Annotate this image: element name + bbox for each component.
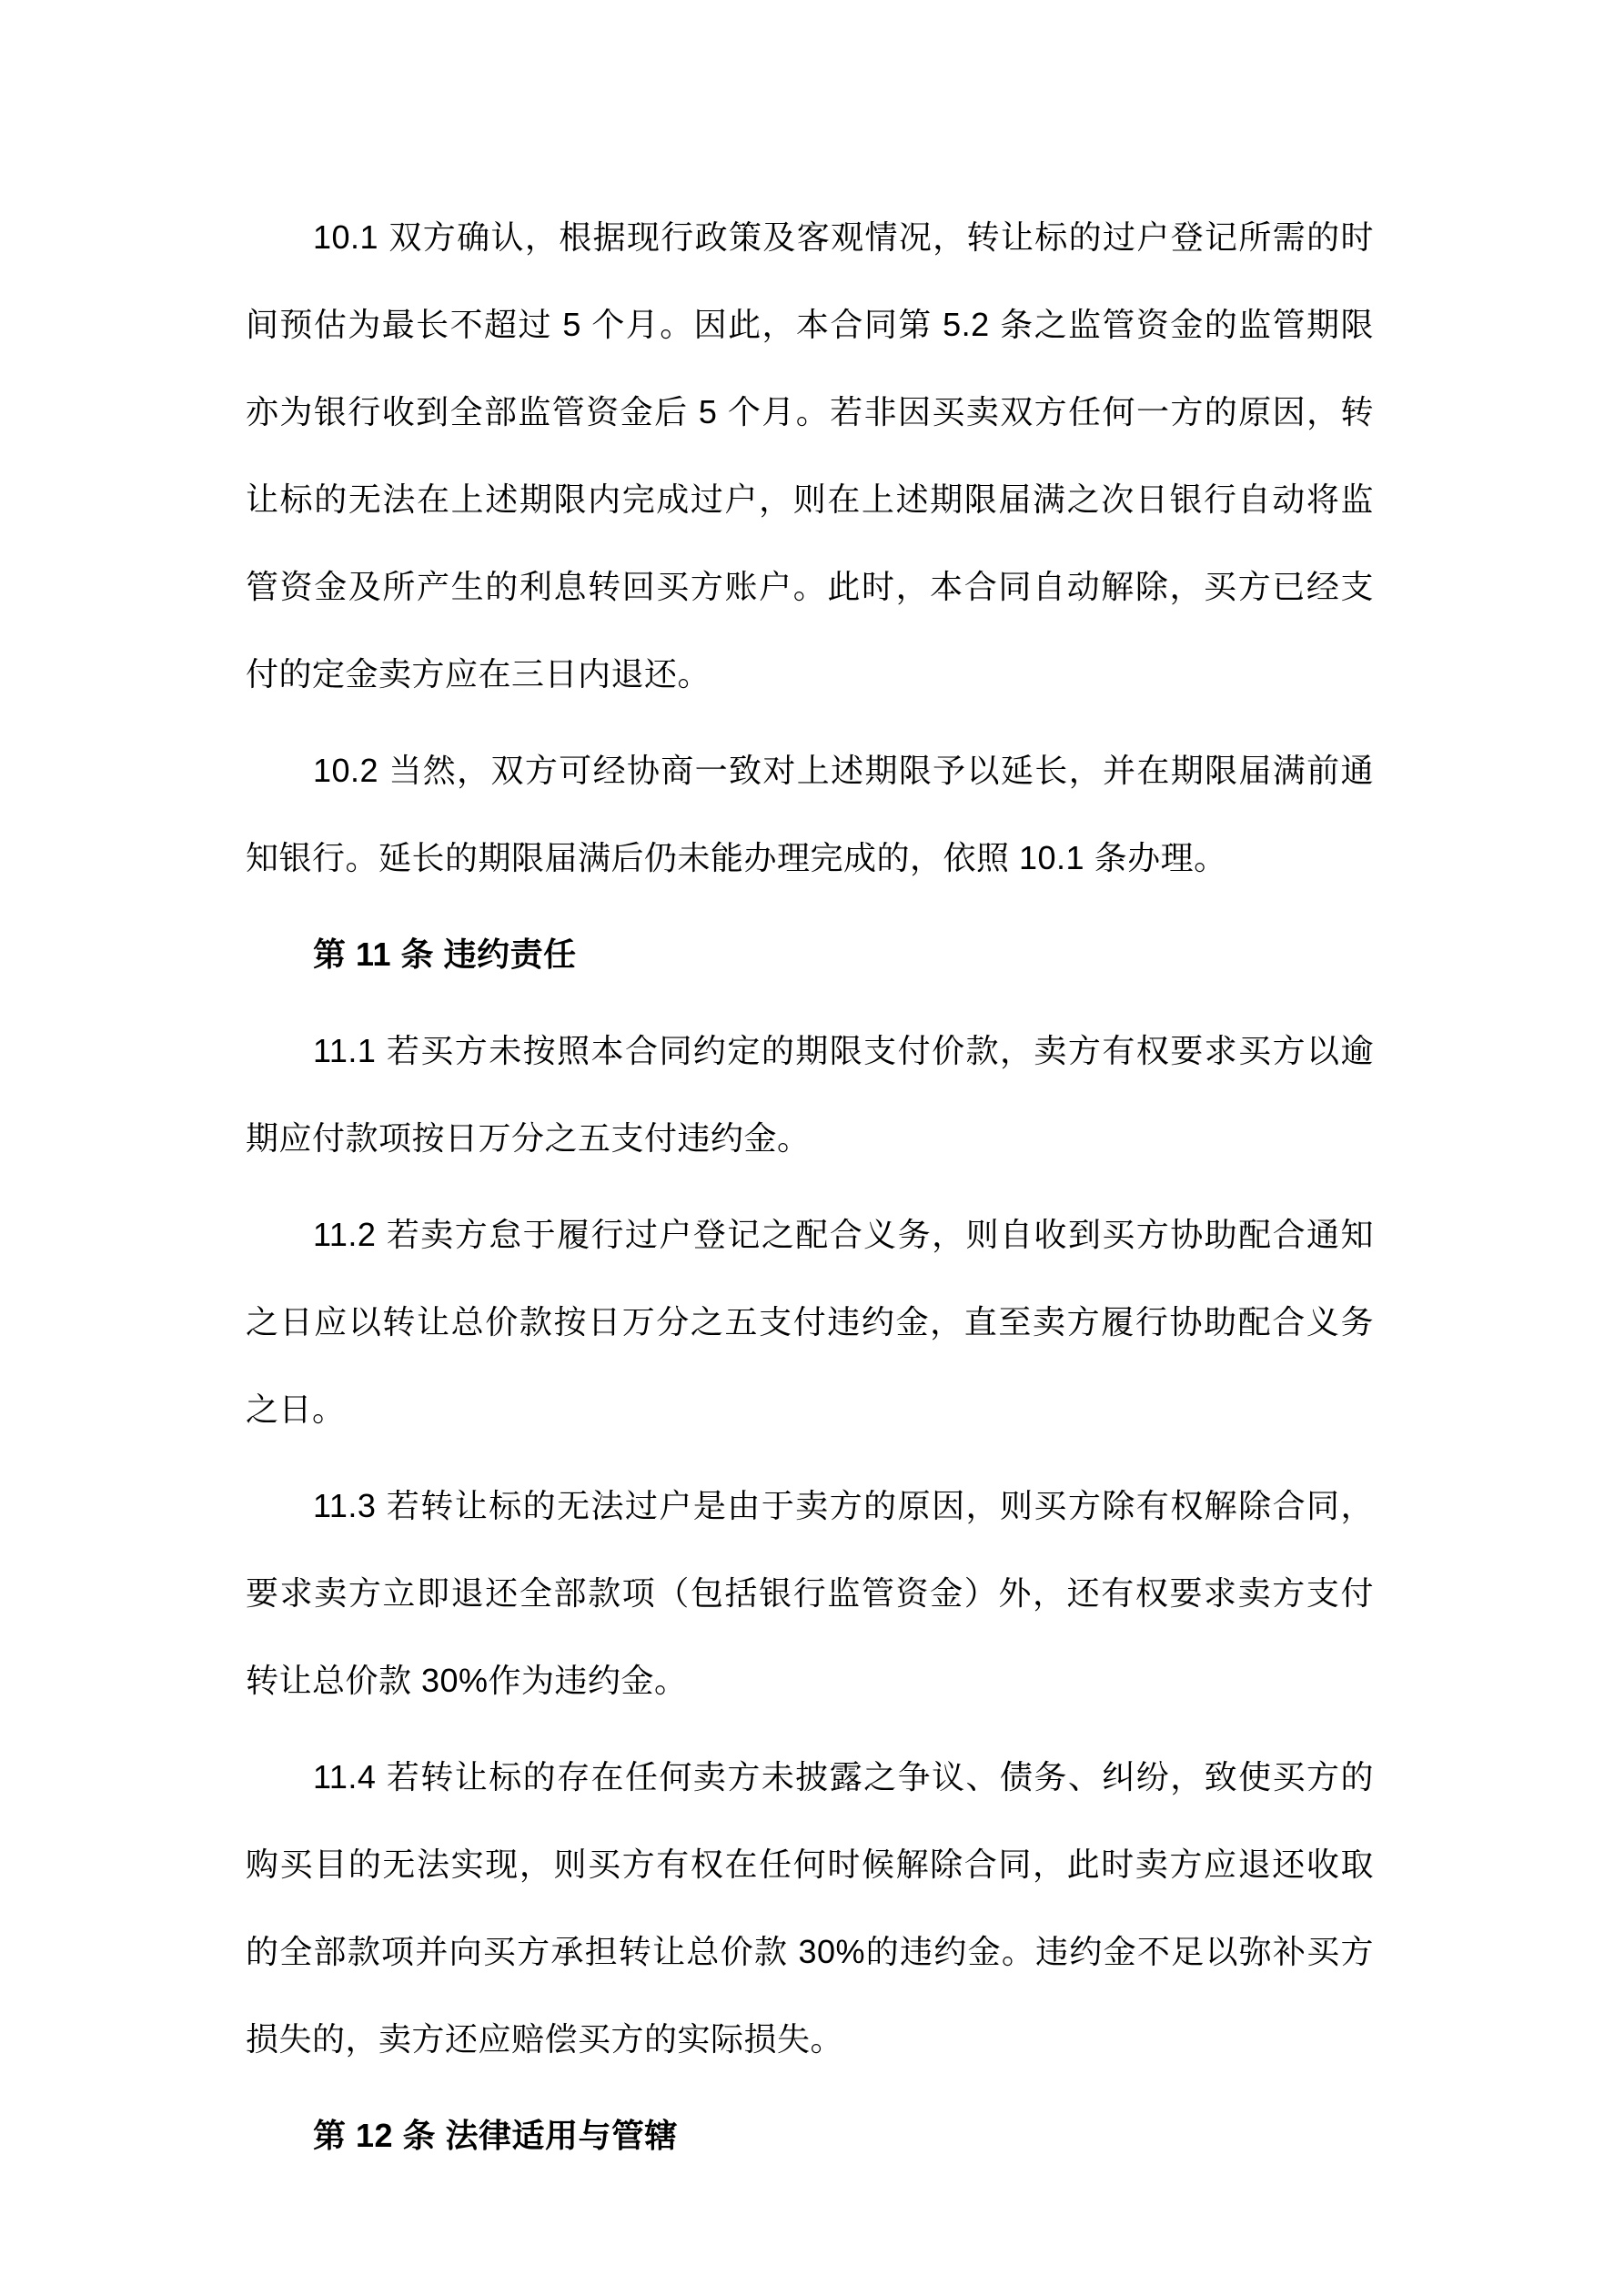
clause-11-3: 11.3 若转让标的无法过户是由于卖方的原因，则买方除有权解除合同，要求卖方立即退还全部款项（包括银行监管资金）外，还有权要求卖方支付转让总价款 30%作为违约金。 — [246, 1487, 1374, 1699]
article-11-heading: 第 11 条 违约责任 — [313, 936, 577, 973]
clause-11-1: 11.1 若买方未按照本合同约定的期限支付价款，卖方有权要求买方以逾期应付款项按日万分之五支付违约金。 — [246, 1032, 1374, 1157]
clause-10-1: 10.1 双方确认，根据现行政策及客观情况，转让标的过户登记所需的时间预估为最长不超过 5 个月。因此，本合同第 5.2 条之监管资金的监管期限亦为银行收到全部监管资金后 5 个月。若非因买卖双方任何一方的原因，转让标的无法在上述期限内完成过户，则在上述期限届满之次日银行自动将监管资金及所产生的利息转回买方账户。此时，本合同自动解除，买方已经支付的定金卖方应在三日内退还。 — [246, 218, 1374, 693]
clause-10-2: 10.2 当然，双方可经协商一致对上述期限予以延长，并在期限届满前通知银行。延长的期限届满后仍未能办理完成的，依照 10.1 条办理。 — [246, 752, 1374, 876]
clause-11-4: 11.4 若转让标的存在任何卖方未披露之争议、债务、纠纷，致使买方的购买目的无法实现，则买方有权在任何时候解除合同，此时卖方应退还收取的全部款项并向买方承担转让总价款 30%的违约金。违约金不足以弥补买方损失的，卖方还应赔偿买方的实际损失。 — [246, 1758, 1374, 2058]
article-12-heading: 第 12 条 法律适用与管辖 — [313, 2117, 679, 2154]
clause-11-2: 11.2 若卖方怠于履行过户登记之配合义务，则自收到买方协助配合通知之日应以转让总价款按日万分之五支付违约金，直至卖方履行协助配合义务之日。 — [246, 1216, 1374, 1428]
